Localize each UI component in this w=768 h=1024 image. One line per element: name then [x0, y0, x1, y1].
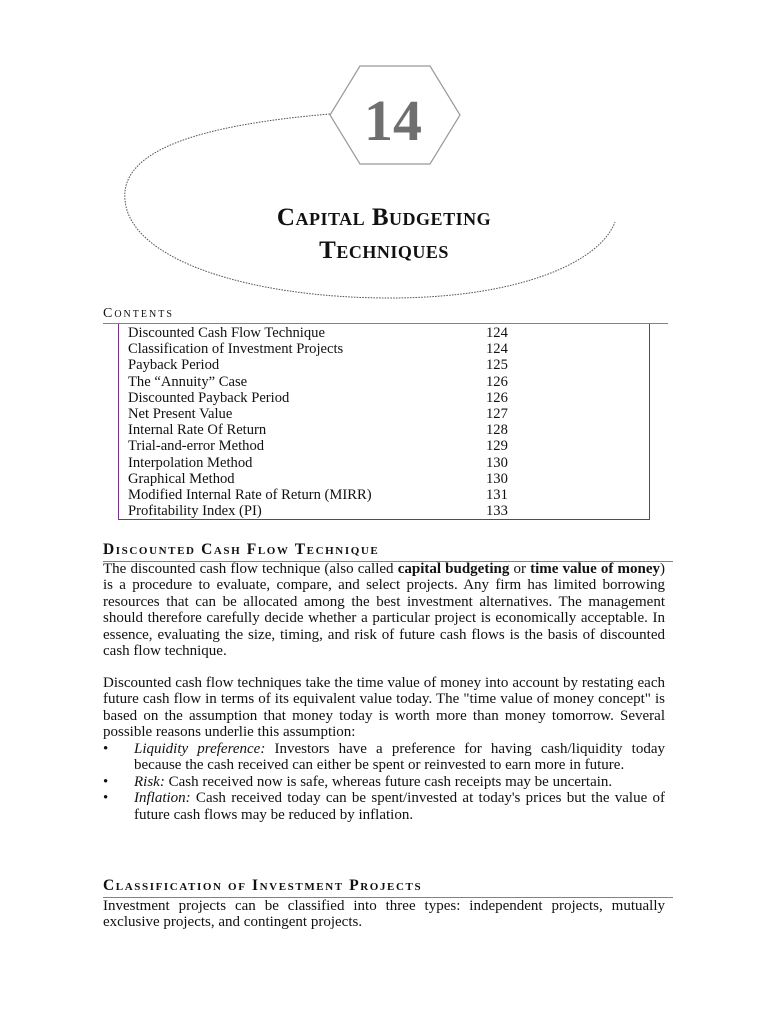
list-item	[103, 774, 665, 790]
contents-item	[128, 487, 548, 503]
dcf-p1-text-a: The discounted cash flow technique (also called	[103, 561, 398, 577]
contents-item-page: 131	[486, 487, 508, 503]
contents-item-page: 126	[486, 373, 508, 390]
contents-item-page: 126	[486, 389, 508, 406]
list-item	[103, 790, 665, 823]
dcf-paragraph-1	[103, 561, 665, 659]
contents-item-title: Graphical Method	[128, 470, 235, 487]
bullet-icon: •	[103, 773, 109, 790]
contents-item-title: Internal Rate Of Return	[128, 422, 267, 439]
contents-label: Contents	[103, 306, 174, 321]
contents-item-title: Discounted Cash Flow Technique	[128, 325, 325, 341]
bullet-text: Cash received now is safe, whereas future cash receipts may be uncertain.	[164, 773, 613, 790]
dcf-p1-text-or: or	[509, 561, 531, 577]
section-heading-text: Discounted Cash Flow Technique	[103, 541, 380, 558]
contents-item	[128, 422, 548, 438]
contents-item	[128, 471, 548, 487]
bullet-term: Liquidity preference:	[134, 741, 266, 757]
contents-item-page: 125	[486, 357, 508, 374]
contents-item	[128, 406, 548, 422]
section-heading-classification	[103, 876, 673, 896]
classification-paragraph-1: Investment projects can be classified into three types: independent projects, mutually exclusive projects, and contingent projects.	[103, 898, 665, 931]
bullet-term: Risk:	[134, 773, 165, 790]
contents-item	[128, 341, 548, 357]
contents-item-title: Discounted Payback Period	[128, 389, 290, 406]
contents-item-title: Payback Period	[128, 357, 220, 374]
contents-item-title: Classification of Investment Projects	[128, 341, 344, 358]
contents-item	[128, 503, 548, 519]
contents-item-page: 124	[486, 325, 508, 341]
contents-item	[128, 374, 548, 390]
contents-item-page: 130	[486, 454, 508, 471]
bullet-icon: •	[103, 790, 109, 807]
contents-item	[128, 455, 548, 471]
section-heading-dcf	[103, 540, 673, 560]
contents-item-page: 133	[486, 503, 508, 520]
chapter-title	[180, 201, 588, 267]
dcf-paragraph-2: Discounted cash flow techniques take the time value of money into account by restating each future cash flow in terms of its equivalent value today. The "time value of money concept" is based on the assumption that money today is worth more than money tomorrow. Several possible reasons underlie this assumption:	[103, 675, 665, 741]
section-heading-text: Classification of Investment Projects	[103, 877, 423, 894]
contents-item-title: Trial-and-error Method	[128, 438, 265, 455]
contents-item	[128, 390, 548, 406]
contents-item-title: Net Present Value	[128, 406, 233, 422]
contents-item-page: 128	[486, 422, 508, 439]
list-item	[103, 741, 665, 774]
contents-item	[128, 357, 548, 373]
contents-item-title: Interpolation Method	[128, 454, 253, 471]
contents-item-page: 127	[486, 406, 508, 422]
dcf-reasons-list	[103, 741, 665, 823]
contents-item-page: 129	[486, 438, 508, 455]
dcf-p1-bold-capital-budgeting: capital budgeting	[397, 561, 510, 577]
chapter-title-line1: Capital Budgeting	[276, 204, 492, 231]
dcf-p1-bold-time-value: time value of money	[530, 561, 660, 577]
contents-item	[128, 325, 548, 341]
contents-item-title: The “Annuity” Case	[128, 373, 248, 390]
chapter-number: 14	[364, 88, 422, 153]
contents-item-page: 130	[486, 470, 508, 487]
contents-item-page: 124	[486, 341, 508, 358]
bullet-text: Cash received today can be spent/invested at today's prices but the value of future cash flows may be reduced by inflation.	[134, 790, 665, 823]
bullet-text: Investors have a preference for having cash/liquidity today because the cash received can either be spent or reinvested to earn more in future.	[134, 741, 665, 774]
dcf-p1-text-d: ) is a procedure to evaluate, compare, and select projects. Any firm has limited borrowing resources that can be allocated among the best investment alternatives. The management should therefore carefully decide whether a particular project is economically acceptable. In essence, evaluating the size, timing, and risk of future cash flows is the basis of discounted cash flow technique.	[103, 561, 665, 660]
chapter-title-line2: Techniques	[319, 237, 449, 264]
bullet-icon: •	[103, 741, 109, 757]
contents-item	[128, 438, 548, 454]
contents-item-title: Modified Internal Rate of Return (MIRR)	[128, 487, 372, 503]
bullet-term: Inflation:	[134, 790, 191, 807]
contents-item-title: Profitability Index (PI)	[128, 503, 262, 520]
